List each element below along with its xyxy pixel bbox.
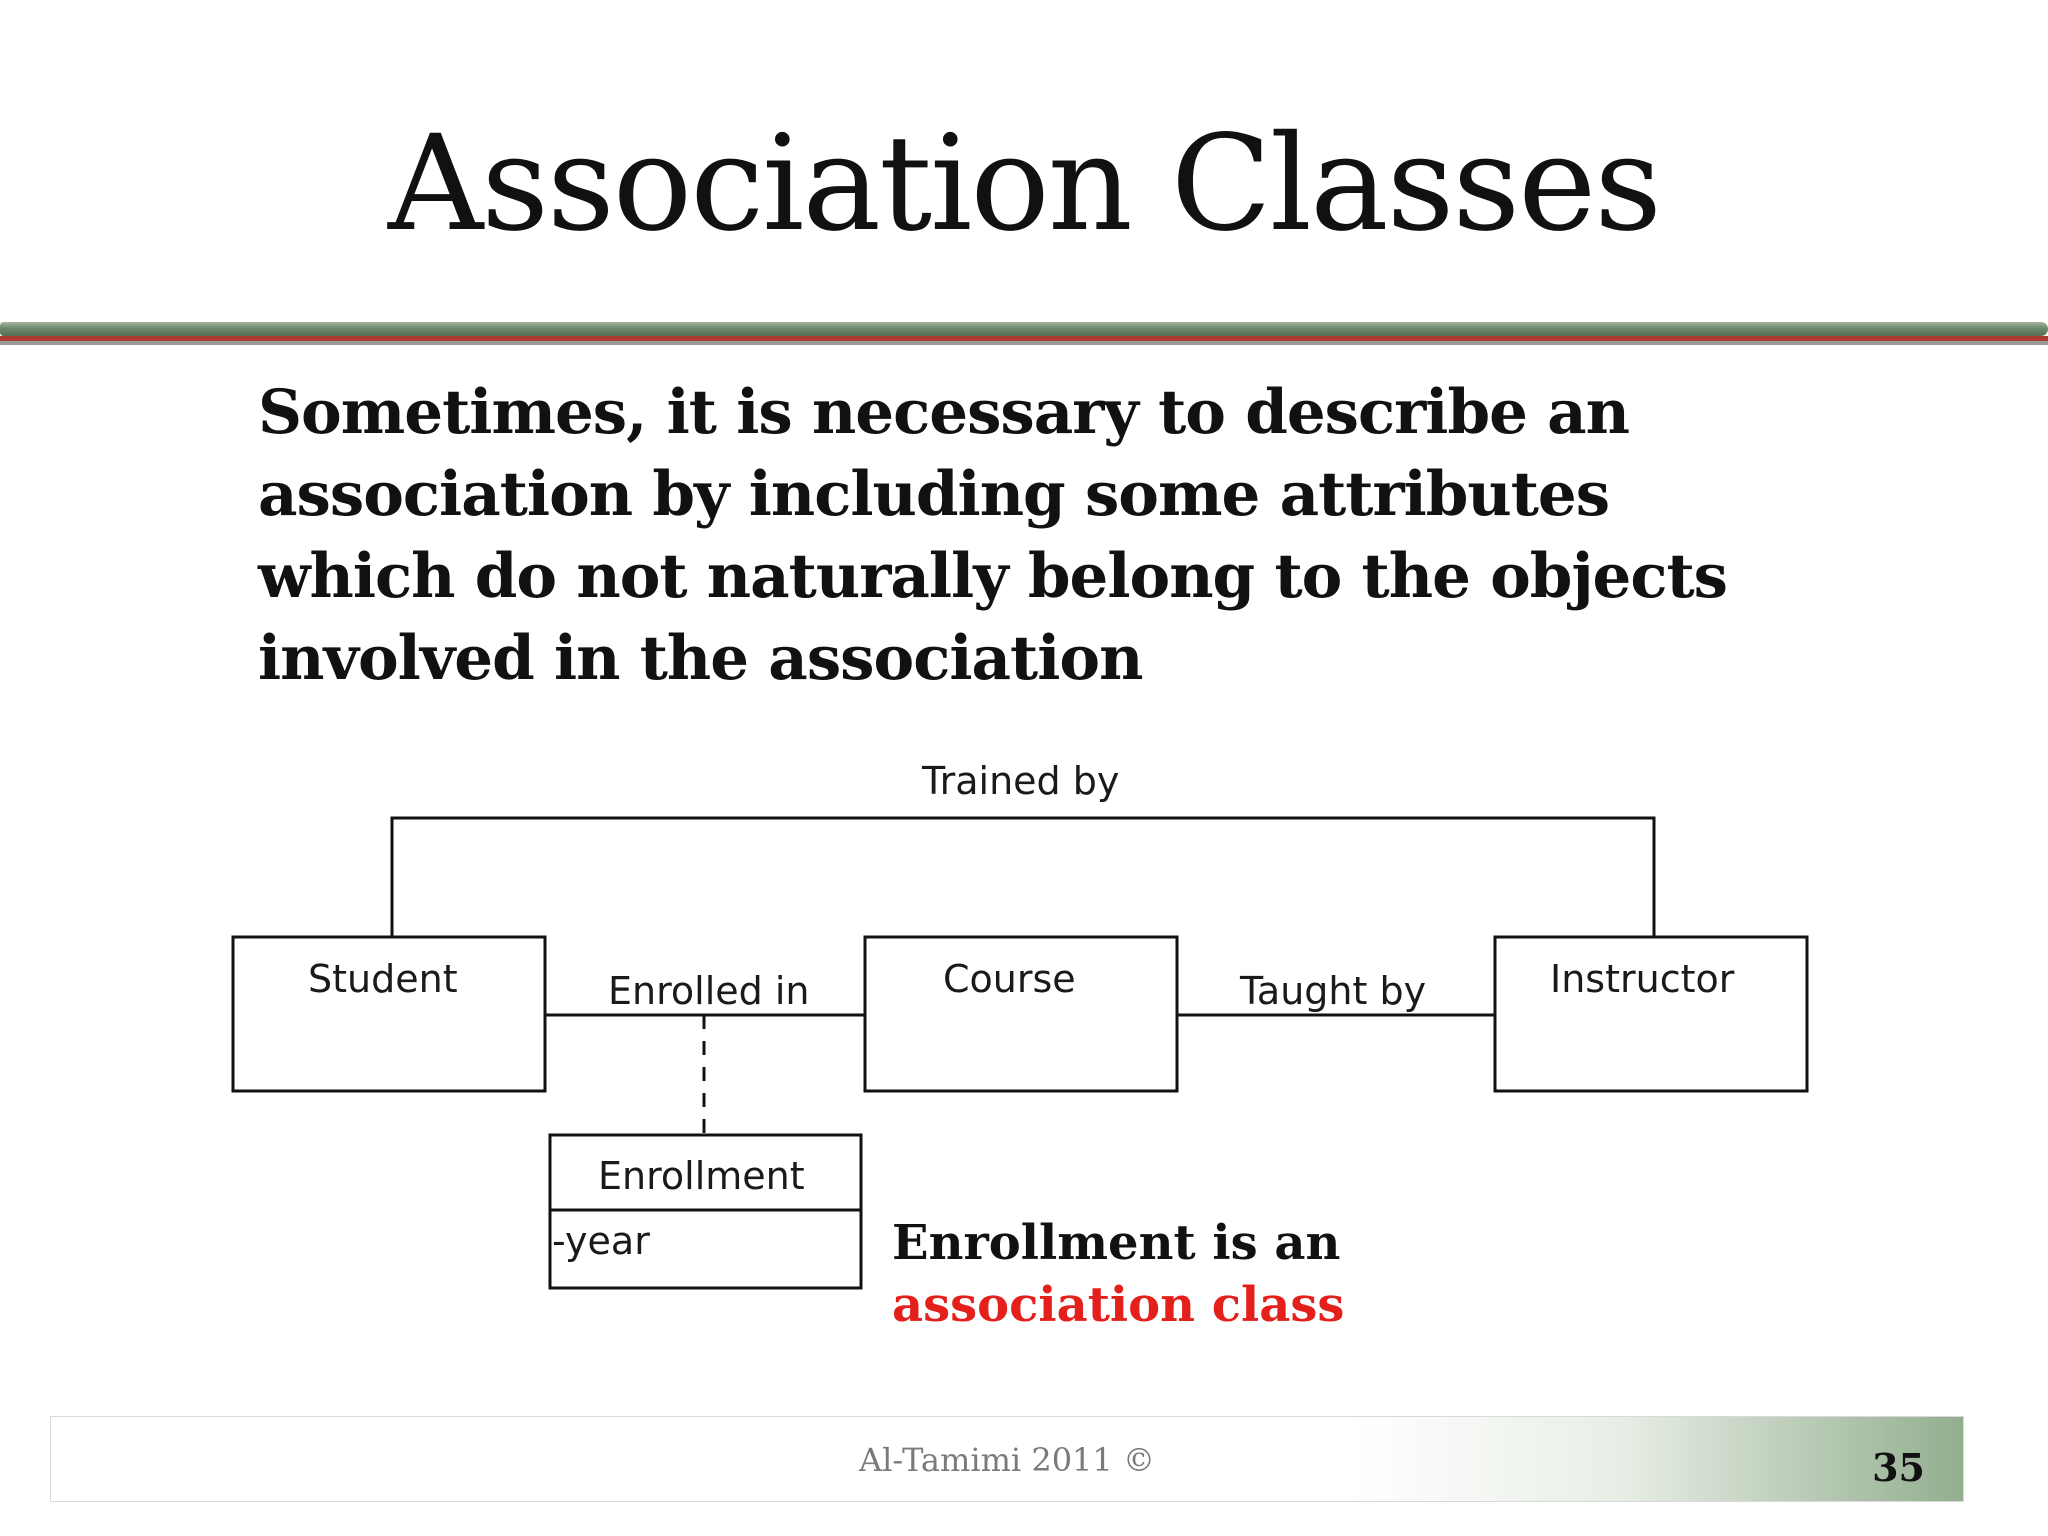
note-highlight: association class	[892, 1277, 1345, 1333]
enrollment-attribute: -year	[552, 1219, 650, 1263]
trained-by-label: Trained by	[922, 759, 1120, 803]
student-class-name: Student	[308, 957, 458, 1001]
footer-credit: Al-Tamimi 2011 ©	[859, 1441, 1155, 1479]
enrollment-class-name: Enrollment	[598, 1154, 805, 1198]
taught-by-label: Taught by	[1240, 969, 1427, 1013]
page-number: 35	[1872, 1445, 1925, 1490]
slide-title: Association Classes	[387, 107, 1661, 261]
enrolled-in-label: Enrolled in	[608, 969, 810, 1013]
body-line: association by including some attributes	[258, 459, 1610, 530]
trained-by-line	[392, 818, 1654, 937]
note-line: Enrollment is an	[892, 1215, 1341, 1271]
body-line: involved in the association	[258, 623, 1143, 694]
body-line: Sometimes, it is necessary to describe an	[258, 377, 1630, 448]
course-class-name: Course	[943, 957, 1076, 1001]
slide-footer	[50, 1416, 1964, 1502]
instructor-class-name: Instructor	[1550, 957, 1735, 1001]
association-class-note	[892, 1212, 1344, 1336]
body-line: which do not naturally belong to the objects	[258, 541, 1727, 612]
